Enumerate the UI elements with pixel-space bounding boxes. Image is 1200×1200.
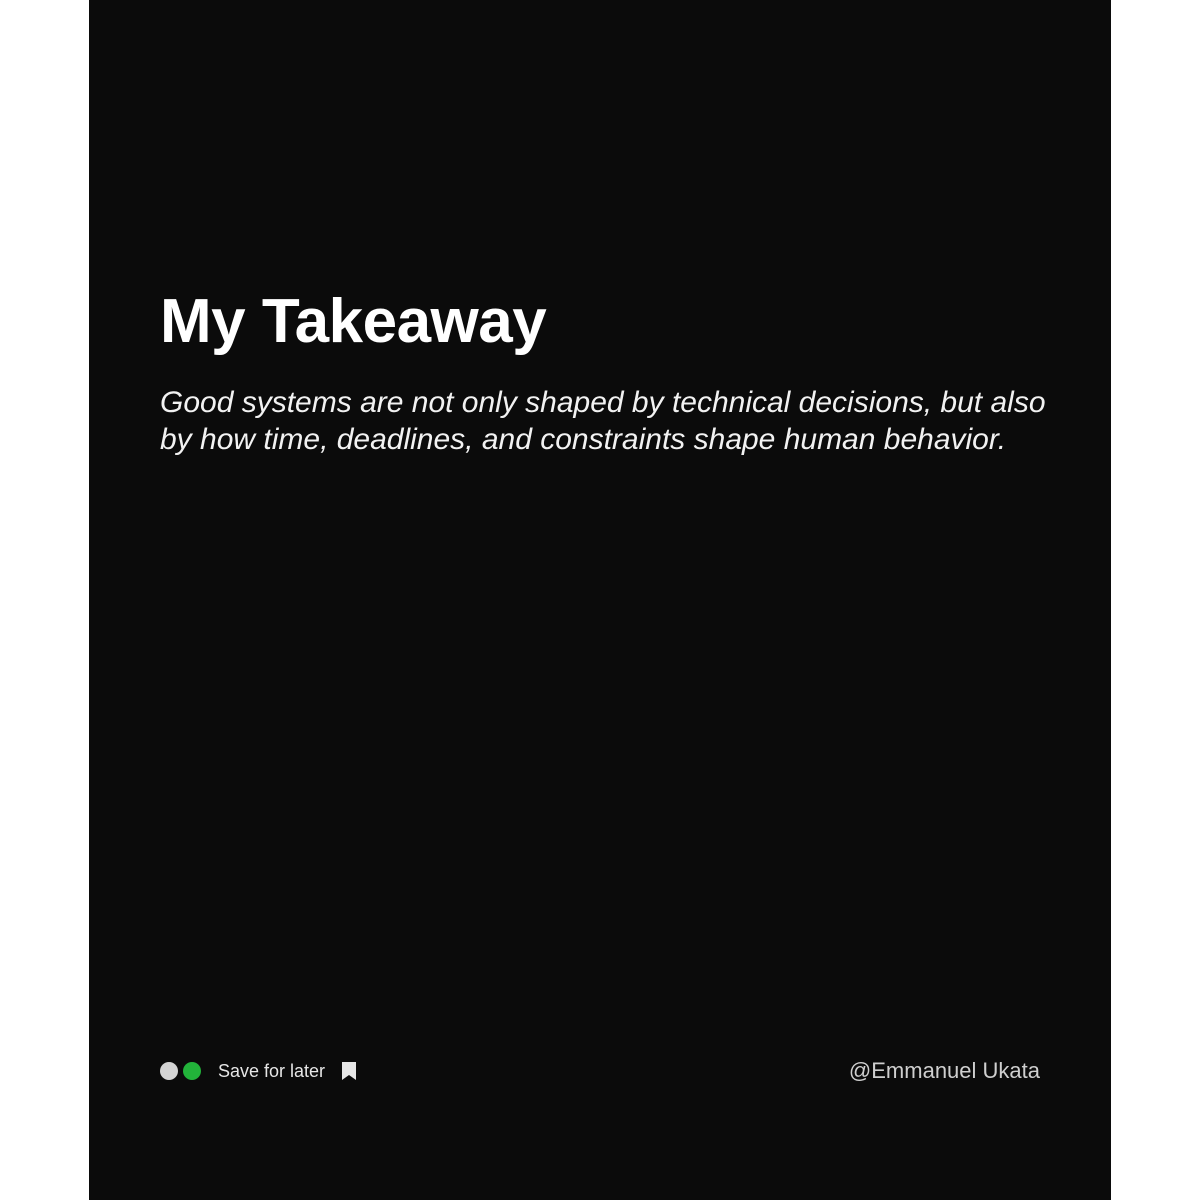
save-for-later-label: Save for later bbox=[218, 1060, 326, 1081]
card-body-text: Good systems are not only shaped by technical decisions, but also by how time, deadlines, and constraints shape human behavior. bbox=[160, 386, 1046, 456]
takeaway-card bbox=[89, 0, 1111, 1200]
card-footer bbox=[160, 1055, 1040, 1087]
save-for-later-button[interactable] bbox=[160, 1061, 357, 1082]
bookmark-icon bbox=[341, 1061, 357, 1081]
grey-dot-icon bbox=[160, 1062, 178, 1080]
green-dot-icon bbox=[183, 1062, 201, 1080]
card-title: My Takeaway bbox=[160, 287, 547, 356]
author-handle: @Emmanuel Ukata bbox=[848, 1058, 1040, 1083]
progress-dots bbox=[160, 1062, 206, 1080]
